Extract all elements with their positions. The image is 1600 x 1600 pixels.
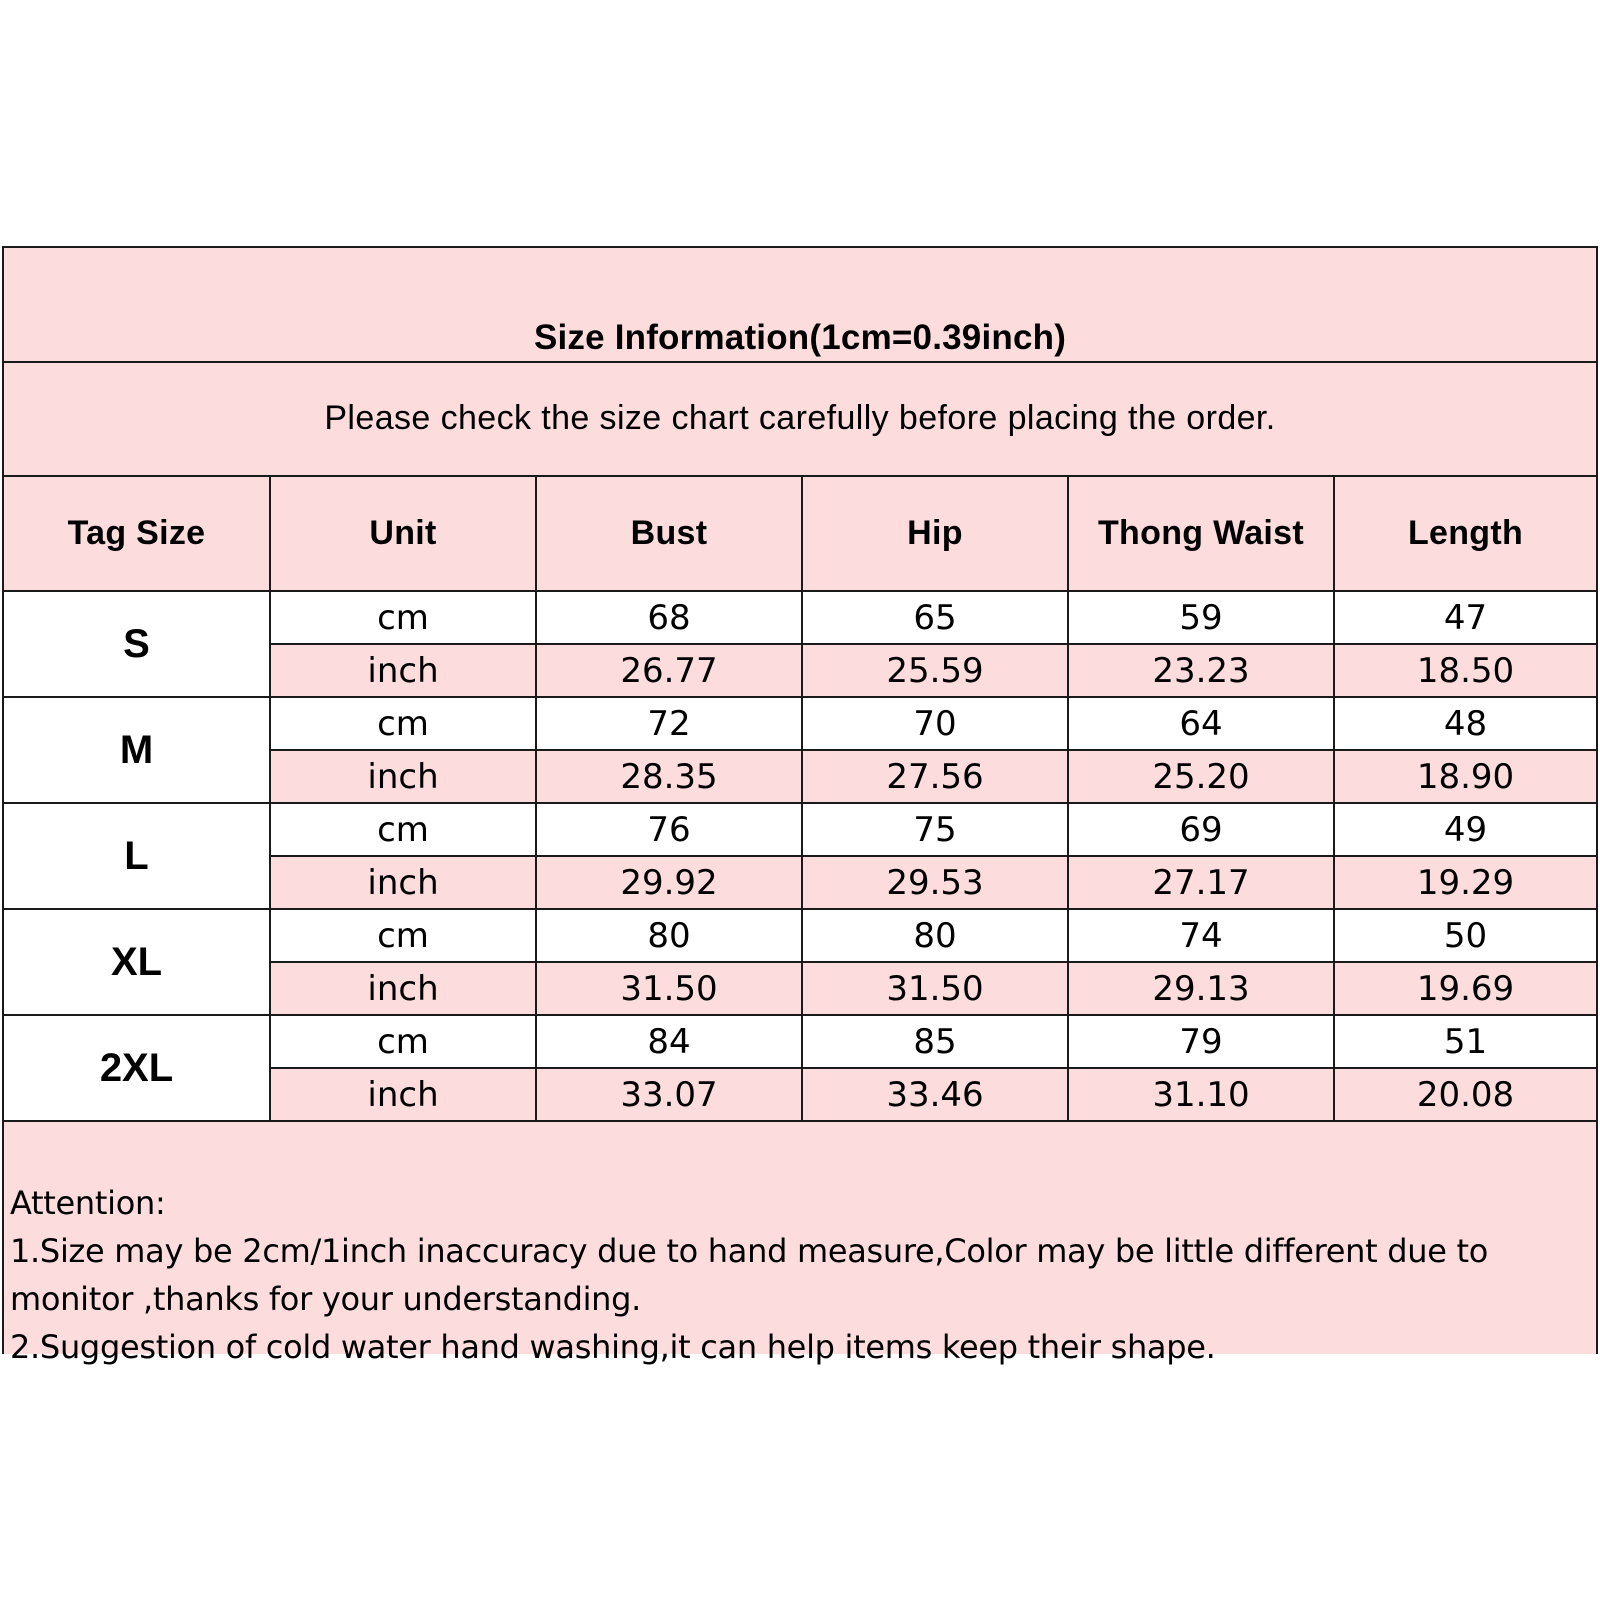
column-header-hip: Hip bbox=[802, 477, 1068, 591]
length-cell: 18.50 bbox=[1334, 644, 1596, 697]
thong-waist-cell: 74 bbox=[1068, 909, 1334, 962]
attention-heading: Attention: bbox=[10, 1184, 166, 1222]
title-row bbox=[4, 248, 1596, 363]
table-row bbox=[4, 909, 1596, 962]
hip-cell: 27.56 bbox=[802, 750, 1068, 803]
unit-cell: cm bbox=[270, 1015, 536, 1068]
unit-cell: inch bbox=[270, 962, 536, 1015]
tag-size-cell: 2XL bbox=[4, 1015, 270, 1121]
bust-cell: 72 bbox=[536, 697, 802, 750]
table-row bbox=[4, 697, 1596, 750]
order-notice: Please check the size chart carefully before placing the order. bbox=[324, 399, 1276, 437]
attention-notes bbox=[4, 1143, 1596, 1366]
thong-waist-cell: 64 bbox=[1068, 697, 1334, 750]
unit-cell: inch bbox=[270, 750, 536, 803]
thong-waist-cell: 23.23 bbox=[1068, 644, 1334, 697]
table-header-row bbox=[4, 477, 1596, 591]
length-cell: 51 bbox=[1334, 1015, 1596, 1068]
tag-size-cell: XL bbox=[4, 909, 270, 1015]
column-header-tag-size: Tag Size bbox=[4, 477, 270, 591]
length-cell: 48 bbox=[1334, 697, 1596, 750]
unit-cell: cm bbox=[270, 803, 536, 856]
size-chart bbox=[2, 246, 1598, 1366]
size-table bbox=[4, 477, 1596, 1122]
thong-waist-cell: 31.10 bbox=[1068, 1068, 1334, 1121]
column-header-bust: Bust bbox=[536, 477, 802, 591]
attention-line: 2.Suggestion of cold water hand washing,it can help items keep their shape. bbox=[10, 1328, 1216, 1366]
length-cell: 50 bbox=[1334, 909, 1596, 962]
attention-line: monitor ,thanks for your understanding. bbox=[10, 1280, 642, 1318]
thong-waist-cell: 69 bbox=[1068, 803, 1334, 856]
hip-cell: 75 bbox=[802, 803, 1068, 856]
bust-cell: 26.77 bbox=[536, 644, 802, 697]
length-cell: 19.69 bbox=[1334, 962, 1596, 1015]
bust-cell: 80 bbox=[536, 909, 802, 962]
notice-row bbox=[4, 363, 1596, 477]
table-row bbox=[4, 1015, 1596, 1068]
length-cell: 18.90 bbox=[1334, 750, 1596, 803]
table-row bbox=[4, 591, 1596, 644]
size-info-title: Size Information(1cm=0.39inch) bbox=[533, 318, 1067, 357]
thong-waist-cell: 79 bbox=[1068, 1015, 1334, 1068]
thong-waist-cell: 59 bbox=[1068, 591, 1334, 644]
thong-waist-cell: 29.13 bbox=[1068, 962, 1334, 1015]
column-header-unit: Unit bbox=[270, 477, 536, 591]
hip-cell: 29.53 bbox=[802, 856, 1068, 909]
bust-cell: 76 bbox=[536, 803, 802, 856]
table-row bbox=[4, 803, 1596, 856]
hip-cell: 65 bbox=[802, 591, 1068, 644]
tag-size-cell: L bbox=[4, 803, 270, 909]
length-cell: 20.08 bbox=[1334, 1068, 1596, 1121]
bust-cell: 31.50 bbox=[536, 962, 802, 1015]
unit-cell: inch bbox=[270, 856, 536, 909]
hip-cell: 33.46 bbox=[802, 1068, 1068, 1121]
thong-waist-cell: 25.20 bbox=[1068, 750, 1334, 803]
bust-cell: 33.07 bbox=[536, 1068, 802, 1121]
unit-cell: cm bbox=[270, 591, 536, 644]
unit-cell: cm bbox=[270, 697, 536, 750]
length-cell: 49 bbox=[1334, 803, 1596, 856]
length-cell: 19.29 bbox=[1334, 856, 1596, 909]
tag-size-cell: M bbox=[4, 697, 270, 803]
bust-cell: 84 bbox=[536, 1015, 802, 1068]
bust-cell: 29.92 bbox=[536, 856, 802, 909]
tag-size-cell: S bbox=[4, 591, 270, 697]
column-header-thong-waist: Thong Waist bbox=[1068, 477, 1334, 591]
length-cell: 47 bbox=[1334, 591, 1596, 644]
hip-cell: 85 bbox=[802, 1015, 1068, 1068]
hip-cell: 31.50 bbox=[802, 962, 1068, 1015]
hip-cell: 25.59 bbox=[802, 644, 1068, 697]
column-header-length: Length bbox=[1334, 477, 1596, 591]
hip-cell: 70 bbox=[802, 697, 1068, 750]
unit-cell: inch bbox=[270, 1068, 536, 1121]
unit-cell: inch bbox=[270, 644, 536, 697]
unit-cell: cm bbox=[270, 909, 536, 962]
hip-cell: 80 bbox=[802, 909, 1068, 962]
attention-line: 1.Size may be 2cm/1inch inaccuracy due to hand measure,Color may be little different due to bbox=[10, 1232, 1489, 1270]
bust-cell: 68 bbox=[536, 591, 802, 644]
bust-cell: 28.35 bbox=[536, 750, 802, 803]
thong-waist-cell: 27.17 bbox=[1068, 856, 1334, 909]
